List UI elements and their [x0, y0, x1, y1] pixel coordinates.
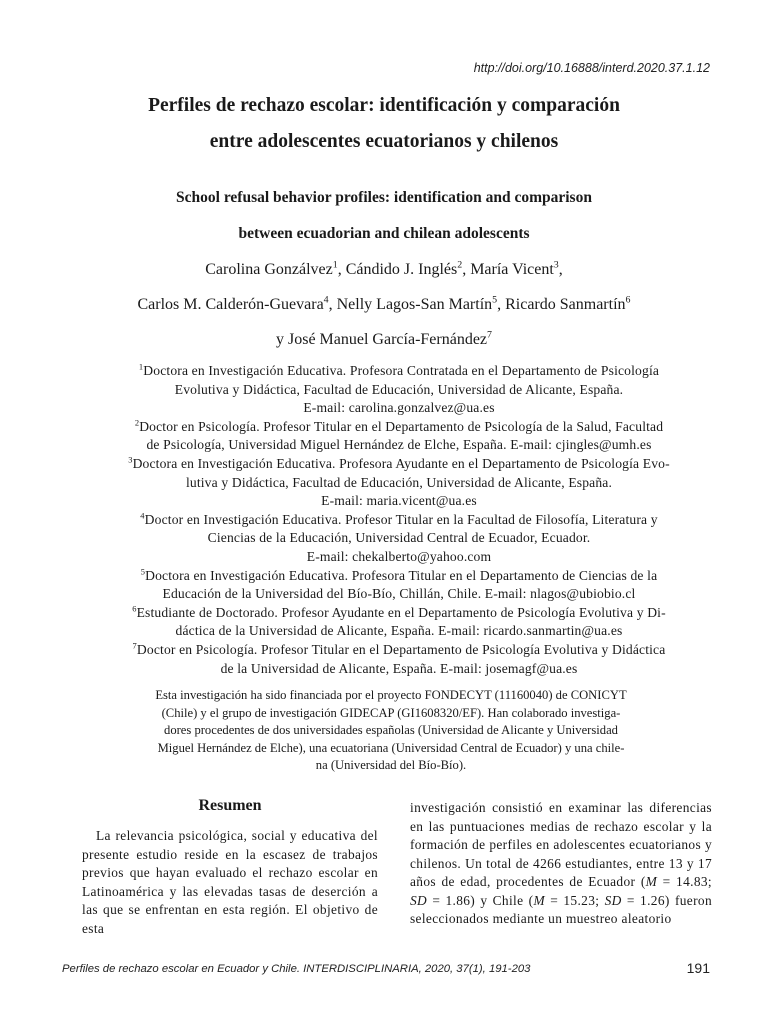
doi-link[interactable]: http://doi.org/10.16888/interd.2020.37.1.12 [473, 61, 710, 75]
funding-line: Miguel Hernández de Elche), una ecuatoriana (Universidad Central de Ecuador) y una chile- [157, 740, 625, 755]
affiliation-4 [82, 511, 716, 567]
stat-sd-symbol: SD [410, 892, 428, 908]
affiliation-2 [82, 418, 716, 455]
title-es-line-1: Perfiles de rechazo escolar: identificación y comparación [148, 95, 620, 116]
stat-mean-symbol: M [533, 892, 545, 908]
affiliation-email: E-mail: maria.vicent@ua.es [321, 493, 477, 509]
affiliation-marker: 5 [140, 566, 146, 576]
article-title-english [60, 180, 708, 252]
affiliation-line: Educación de la Universidad del Bío-Bío, Chillán, Chile. E-mail: nlagos@ubiobio.cl [162, 586, 636, 602]
affiliation-marker: 2 [134, 417, 140, 428]
author-line-2 [60, 287, 708, 322]
affiliation-line [82, 604, 716, 623]
author-affiliation-marker: 4 [323, 294, 329, 306]
abstract-text: = 1.86) y Chile ( [427, 892, 534, 908]
author-affiliation-marker: 2 [457, 259, 463, 271]
stat-mean-symbol: M [645, 874, 658, 889]
abstract-column-right [410, 799, 712, 929]
affiliation-text: Doctora en Investigación Educativa. Profesora Titular en el Departamento de Ciencias de la [145, 567, 658, 583]
affiliation-5 [82, 567, 716, 604]
author-line-1 [60, 252, 708, 287]
affiliation-marker: 7 [132, 640, 137, 651]
affiliation-marker: 1 [138, 361, 144, 372]
title-en-line-2: between ecuadorian and chilean adolescents [238, 225, 530, 242]
title-en-line-1: School refusal behavior profiles: identification and comparison [176, 189, 592, 206]
affiliation-6 [82, 604, 716, 641]
affiliation-marker: 6 [132, 603, 137, 614]
abstract-column-left [82, 795, 378, 938]
author-affiliation-marker: 7 [487, 329, 492, 341]
affiliation-line [82, 362, 716, 381]
affiliation-text: Doctor en Investigación Educativa. Profesor Titular en la Facultad de Filosofía, Literatura y [144, 511, 658, 527]
author-affiliation-marker: 1 [332, 259, 338, 271]
funding-line: Esta investigación ha sido financiada por el proyecto FONDECYT (11160040) de CONICYT [155, 688, 627, 702]
affiliation-marker: 3 [128, 454, 133, 465]
affiliation-line: de la Universidad de Alicante, España. E-mail: josemagf@ua.es [220, 660, 578, 676]
author-affiliation-marker: 6 [625, 294, 631, 306]
abstract-text: = 15.23; [544, 892, 605, 908]
abstract-paragraph-continued [410, 799, 712, 929]
author-name: y José Manuel García-Fernández [276, 331, 488, 348]
author-name: Ricardo Sanmartín [505, 296, 626, 313]
affiliation-line: de Psicología, Universidad Miguel Hernández de Elche, España. E-mail: cjingles@umh.es [146, 437, 652, 453]
affiliation-text: Doctora en Investigación Educativa. Profesora Ayudante en el Departamento de Psicología Evo- [132, 455, 670, 471]
affiliation-text: Doctor en Psicología. Profesor Titular en el Departamento de Psicología de la Salud, Facultad [139, 418, 664, 434]
author-line-3 [60, 322, 708, 357]
affiliation-line: lutiva y Didáctica, Facultad de Educación, Universidad de Alicante, España. [185, 474, 613, 490]
funding-line: (Chile) y el grupo de investigación GIDECAP (GI1608320/EF). Han colaborado investiga- [161, 705, 621, 720]
funding-note [112, 687, 670, 775]
affiliation-text: Doctor en Psicología. Profesor Titular en el Departamento de Psicología Evolutiva y Didáctica [136, 641, 666, 657]
affiliation-marker: 4 [140, 510, 145, 521]
author-separator: , [337, 261, 346, 278]
footer-citation: Perfiles de rechazo escolar en Ecuador y Chile. INTERDISCIPLINARIA, 2020, 37(1), 191-203 [62, 963, 531, 975]
title-es-line-2: entre adolescentes ecuatorianos y chilenos [209, 131, 559, 152]
abstract-text: = 14.83; [657, 874, 712, 889]
affiliation-line [82, 641, 716, 660]
author-separator: , [462, 261, 471, 278]
affiliation-text: Estudiante de Doctorado. Profesor Ayudante en el Departamento de Psicología Evolutiva y Di- [136, 604, 666, 620]
author-name: Cándido J. Inglés [345, 261, 458, 278]
affiliation-line [82, 511, 716, 530]
affiliations [82, 362, 716, 678]
affiliation-7 [82, 641, 716, 678]
affiliation-line: Ciencias de la Educación, Universidad Central de Ecuador, Ecuador. [207, 530, 591, 546]
affiliation-line [82, 455, 716, 474]
author-list [60, 252, 708, 357]
author-separator: , [558, 261, 563, 278]
stat-sd-symbol: SD [604, 892, 622, 908]
author-name: María Vicent [470, 261, 554, 278]
affiliation-line: dáctica de la Universidad de Alicante, España. E-mail: ricardo.sanmartin@ua.es [175, 623, 623, 639]
funding-line: dores procedentes de dos universidades españolas (Universidad de Alicante y Universidad [164, 723, 618, 738]
author-name: Carolina Gonzálvez [205, 261, 333, 278]
affiliation-line: Evolutiva y Didáctica, Facultad de Educación, Universidad de Alicante, España. [174, 381, 624, 397]
author-affiliation-marker: 5 [492, 294, 498, 306]
author-name: Carlos M. Calderón-Guevara [137, 296, 324, 313]
abstract-text: = 1.26) fueron seleccionados mediante un muestreo aleatorio [410, 892, 712, 926]
page-number: 191 [686, 960, 710, 976]
abstract-heading: Resumen [198, 797, 262, 814]
affiliation-email: E-mail: chekalberto@yahoo.com [306, 548, 492, 564]
abstract-text: investigación consistió en examinar las diferencias en las puntuaciones medias de rechazo escolar y la formación de perfiles en adolescentes ecuatorianos y chilenos. Un total de 4266 estudiantes, entre 13 y 17 años de edad, procedentes de Ecuador ( [410, 800, 712, 889]
author-separator: , [328, 296, 337, 313]
affiliation-text: Doctora en Investigación Educativa. Profesora Contratada en el Departamento de Psicología [143, 363, 660, 378]
affiliation-1 [82, 362, 716, 418]
abstract-paragraph: La relevancia psicológica, social y educativa del presente estudio reside en la escasez de trabajos previos que hayan evaluado el rechazo escolar en Latinoamérica y las elevadas tasas de deserción a las que se enfrentan en esta región. El objetivo de esta [82, 828, 378, 936]
author-separator: , [497, 296, 506, 313]
affiliation-email: E-mail: carolina.gonzalvez@ua.es [303, 400, 495, 416]
affiliation-3 [82, 455, 716, 511]
author-name: Nelly Lagos-San Martín [336, 296, 493, 313]
funding-line: na (Universidad del Bío-Bío). [315, 758, 467, 773]
affiliation-line [82, 567, 716, 586]
author-affiliation-marker: 3 [553, 259, 559, 271]
article-title-spanish [60, 88, 708, 160]
affiliation-line [82, 418, 716, 437]
